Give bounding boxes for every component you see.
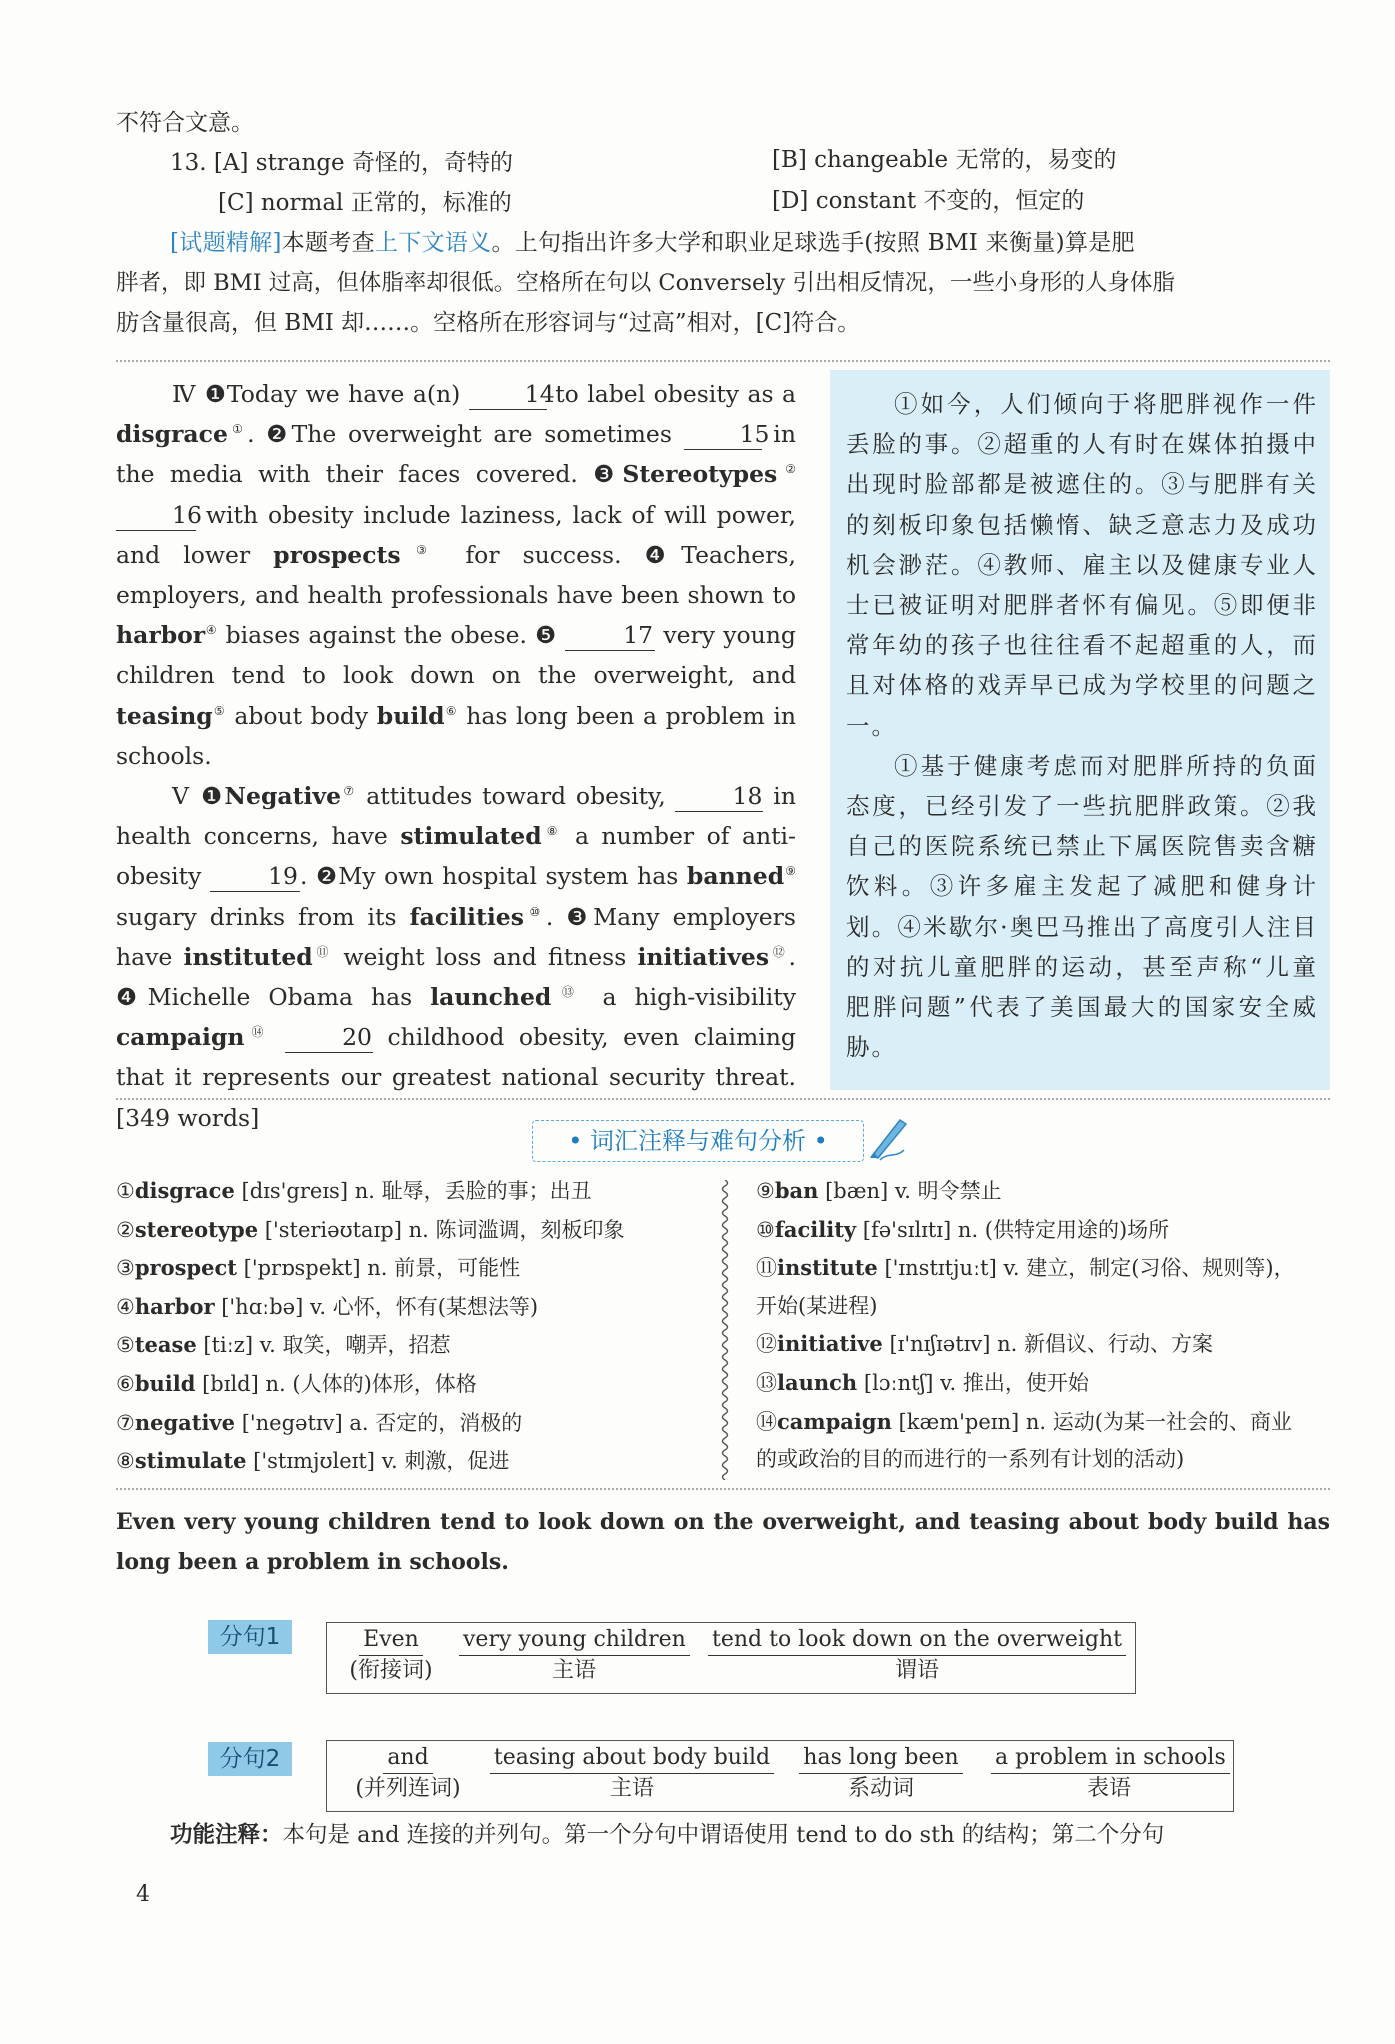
- vocab-entry: [116, 1288, 716, 1327]
- clause-1-cell: [459, 1625, 689, 1686]
- text: to label obesity as a: [555, 380, 796, 408]
- text: Michelle Obama has: [147, 983, 413, 1012]
- vocab-def: n. 耻辱，丢脸的事；出丑: [354, 1179, 592, 1203]
- paragraph-roman: Ⅳ: [172, 380, 197, 408]
- sentence-number: ❸: [593, 460, 623, 489]
- note-marker: ①: [227, 422, 248, 437]
- option-text: constant 不变的，恒定的: [815, 188, 1085, 214]
- vocab-word: campaign: [777, 1408, 892, 1434]
- keyword: campaign: [116, 1023, 245, 1052]
- note-marker: ⑭: [244, 1025, 271, 1040]
- text: a number of anti-obesity: [116, 822, 796, 891]
- sentence-number: ❸: [566, 902, 594, 931]
- vocab-def: n. (供特定用途的)场所: [957, 1217, 1170, 1242]
- cell-role: 谓语: [894, 1658, 939, 1683]
- vocab-word: facility: [774, 1216, 857, 1242]
- difficult-sentence: Even very young children tend to look down on the overweight, and teasing about body build has long been a problem in schools.: [116, 1509, 1330, 1575]
- vocab-def: v. 心怀，怀有(某想法等): [309, 1294, 539, 1319]
- note-marker: ⑨: [784, 864, 796, 879]
- vocab-word: launch: [777, 1369, 858, 1395]
- cell-role: 系动词: [847, 1776, 914, 1801]
- vocab-entry: [756, 1325, 1330, 1364]
- analysis-pre: 本题考查: [281, 230, 375, 256]
- text: with obesity include laziness, lack of will power, and lower: [116, 500, 796, 569]
- vocab-def: n. 新倡议、行动、方案: [997, 1332, 1213, 1357]
- function-note: [170, 1820, 1164, 1850]
- cell-text: tend to look down on the overweight: [708, 1625, 1126, 1656]
- keyword: stimulated: [400, 822, 542, 851]
- cell-role: (并列连词): [355, 1776, 461, 1801]
- blank-15: 15: [684, 419, 762, 450]
- vocab-word: disgrace: [134, 1178, 235, 1203]
- vocab-num: ⑭: [756, 1409, 777, 1434]
- clause-1-cell: [707, 1625, 1127, 1686]
- vocab-entry: [116, 1404, 716, 1443]
- text: Today we have a(n): [226, 380, 461, 408]
- vocab-def-continued: 开始(某进程): [756, 1293, 878, 1318]
- vocab-word: build: [134, 1370, 196, 1396]
- vocab-pron: [bɪld]: [202, 1371, 259, 1396]
- keyword: build: [376, 701, 445, 730]
- vocab-word: prospect: [134, 1255, 237, 1281]
- word-count: [349 words]: [116, 1103, 260, 1132]
- keyword: teasing: [116, 701, 213, 730]
- note-marker: ⑫: [769, 945, 789, 960]
- vocab-num: ⑤: [116, 1333, 135, 1358]
- text: in health concerns, have: [116, 782, 796, 851]
- option-key: [A]: [213, 150, 249, 176]
- vocab-entry: [116, 1442, 716, 1481]
- option-key: [C]: [218, 190, 254, 216]
- note-marker: ⑥: [444, 703, 458, 718]
- cell-text: has long been: [799, 1743, 962, 1774]
- blank-16: 16: [116, 500, 196, 531]
- blank-20: 20: [285, 1022, 373, 1053]
- sentence-number: ❷: [266, 420, 292, 449]
- vocab-pron: ['prɒspekt]: [243, 1256, 361, 1281]
- option-text: changeable 无常的，易变的: [814, 147, 1117, 173]
- question-number: 13.: [170, 150, 207, 176]
- text: childhood obesity, even claiming that it represents our greatest national security threat.: [116, 1023, 796, 1092]
- vocab-entry: [116, 1211, 716, 1250]
- option-key: [D]: [772, 188, 809, 214]
- analysis-rest: 。上句指出许多大学和职业足球选手(按照 BMI 来衡量)算是肥: [491, 230, 1135, 256]
- vocab-word: stimulate: [134, 1448, 247, 1474]
- text: attitudes toward obesity,: [366, 782, 666, 811]
- text: weight loss and fitness: [343, 942, 627, 971]
- vocab-num: ⑨: [756, 1179, 775, 1203]
- vocab-num: ⑦: [116, 1410, 135, 1435]
- text: Teachers, employers, and health professionals have been shown to: [116, 540, 796, 610]
- text: .: [299, 862, 308, 891]
- page-number: 4: [136, 1882, 150, 1907]
- vocab-pron: ['ɪnstɪtjuːt]: [884, 1256, 997, 1281]
- keyword: banned: [686, 862, 785, 891]
- keyword: launched: [430, 983, 552, 1012]
- text: in the media with their faces covered.: [116, 420, 796, 489]
- text: a high-visibility: [602, 983, 796, 1012]
- vocab-pron: [kæm'peɪn]: [898, 1409, 1020, 1434]
- text: Many employers have: [116, 902, 796, 971]
- vocab-pron: [lɔːntʃ]: [863, 1370, 934, 1395]
- vocab-def: v. 建立，制定(习俗、规则等)，: [1003, 1256, 1295, 1281]
- vocab-entry: [756, 1403, 1330, 1442]
- keyword: Negative: [224, 782, 342, 811]
- text: .: [247, 420, 255, 449]
- paragraph-v: [116, 776, 796, 1138]
- vocab-def: v. 取笑，嘲弄，招惹: [259, 1333, 451, 1358]
- cell-role: (衔接词): [349, 1658, 433, 1683]
- vocab-entry: [116, 1172, 716, 1211]
- question-13-option-a: [170, 148, 513, 178]
- vocab-pron: [tiːz]: [203, 1333, 254, 1358]
- vocab-num: ⑪: [756, 1256, 777, 1281]
- cell-text: and: [383, 1743, 432, 1774]
- divider: [116, 1488, 1330, 1490]
- answer-continuation: 不符合文意。: [116, 110, 254, 136]
- sentence-number: ❹: [116, 983, 148, 1012]
- vocab-word: ban: [774, 1178, 819, 1203]
- vocab-pron: [fə'sɪlɪtɪ]: [862, 1217, 952, 1242]
- cell-text: very young children: [459, 1625, 690, 1656]
- blank-14: 14: [469, 379, 547, 410]
- sentence-number: ❺: [535, 621, 557, 650]
- vocab-entry: [116, 1249, 716, 1288]
- english-passage: [116, 374, 796, 1138]
- option-text: strange 奇怪的，奇特的: [255, 150, 513, 176]
- vocab-num: ①: [116, 1179, 135, 1203]
- clause-1-frame: [326, 1622, 1136, 1694]
- text: for success.: [465, 540, 622, 569]
- vocab-word: negative: [134, 1409, 235, 1435]
- vocab-num: ⑩: [756, 1217, 775, 1242]
- note-marker: ⑬: [551, 985, 585, 1000]
- keyword: disgrace: [116, 420, 228, 449]
- vocab-def: n. 运动(为某一社会的、商业: [1025, 1409, 1292, 1434]
- function-note-label: 功能注释：: [170, 1822, 283, 1848]
- vocab-pron: ['stɪmjʊleɪt]: [253, 1449, 375, 1474]
- clause-2-cell: [333, 1743, 483, 1804]
- question-13-option-c: [218, 188, 512, 218]
- vocab-num: ⑫: [756, 1332, 777, 1357]
- vocab-def: n. 前景，可能性: [367, 1256, 521, 1281]
- vocab-num: ⑥: [116, 1371, 135, 1396]
- vocab-list-right: [756, 1172, 1330, 1479]
- clause-1-tag: 分句1: [208, 1620, 292, 1654]
- vocab-word: tease: [134, 1332, 197, 1358]
- translation-paragraph-v: ①基于健康考虑而对肥胖所持的负面态度，已经引发了一些抗肥胖政策。②我自己的医院系统已禁止下属医院售卖含糖饮料。③许多雇主发起了减肥和健身计划。④米歇尔·奥巴马推出了高度引人注目的对抗儿童肥胖的运动，甚至声称“儿童肥胖问题”代表了美国最大的国家安全威胁。: [846, 751, 1318, 1062]
- sentence-number: ❹: [644, 540, 682, 569]
- cell-role: 主语: [609, 1776, 654, 1801]
- analysis-focus: 上下文语义: [374, 230, 492, 256]
- text: very young children tend to look down on the overweight, and: [116, 621, 796, 690]
- analysis-line-2: 胖者，即 BMI 过高，但体脂率却很低。空格所在句以 Conversely 引出相反情况，一些小身形的人身体脂: [116, 270, 1175, 296]
- blank-19: 19: [210, 861, 300, 892]
- clause-2-tag: 分句2: [208, 1742, 292, 1776]
- clause-2-cell: [991, 1743, 1227, 1804]
- keyword: prospects: [273, 540, 401, 569]
- paragraph-roman: Ⅴ: [172, 782, 192, 811]
- vocab-num: ②: [116, 1217, 135, 1242]
- vocab-num: ⑬: [756, 1370, 777, 1395]
- cell-text: a problem in schools: [991, 1743, 1230, 1774]
- vocab-pron: [dɪs'greɪs]: [241, 1179, 349, 1203]
- keyword: facilities: [409, 902, 524, 931]
- vocab-word: institute: [777, 1255, 878, 1281]
- option-key: [B]: [772, 147, 807, 173]
- vocab-def: v. 推出，使开始: [940, 1370, 1089, 1395]
- note-marker: ②: [777, 462, 796, 477]
- vocab-list-left: [116, 1172, 716, 1481]
- cell-text: teasing about body build: [490, 1743, 774, 1774]
- vocab-section-title: • 词汇注释与难句分析 •: [532, 1120, 864, 1162]
- vocab-entry: [756, 1364, 1330, 1403]
- vocab-def: n. (人体的)体形，体格: [265, 1371, 477, 1396]
- clause-2-cell: [487, 1743, 777, 1804]
- vocab-entry: [756, 1211, 1330, 1250]
- text: My own hospital system has: [338, 862, 679, 891]
- vocab-pron: ['steriəʊtaɪp]: [264, 1217, 402, 1242]
- text: about body: [234, 701, 369, 730]
- keyword: Stereotypes: [622, 460, 778, 489]
- paragraph-iv: [116, 374, 796, 776]
- sentence-number: ❷: [316, 862, 339, 891]
- note-marker: ⑦: [341, 784, 357, 799]
- brush-icon: [866, 1112, 912, 1162]
- text: The overweight are sometimes: [291, 420, 672, 449]
- clause-1-cell: [343, 1625, 439, 1686]
- text: sugary drinks from its: [116, 902, 397, 931]
- analysis-line-1: [170, 228, 1135, 258]
- vocab-word: harbor: [134, 1293, 215, 1319]
- keyword: instituted: [183, 942, 313, 971]
- vocab-num: ⑧: [116, 1449, 135, 1474]
- vocab-def: n. 陈词滥调，刻板印象: [408, 1217, 625, 1242]
- sentence-number: ❶: [204, 380, 227, 408]
- keyword: initiatives: [637, 942, 770, 971]
- vocab-pron: ['negətɪv]: [241, 1410, 343, 1435]
- option-text: normal 正常的，标准的: [260, 190, 512, 216]
- translation-paragraph-iv: ①如今，人们倾向于将肥胖视作一件丢脸的事。②超重的人有时在媒体拍摄中出现时脸部都是被遮住的。③与肥胖有关的刻板印象包括懒惰、缺乏意志力及成功机会渺茫。④教师、雇主以及健康专业人士已被证明对肥胖者怀有偏见。⑤即便非常年幼的孩子也往往看不起超重的人，而且对体格的戏弄早已成为学校里的问题之一。: [846, 390, 1318, 740]
- vocab-num: ④: [116, 1294, 135, 1319]
- question-13-option-d: [772, 186, 1084, 216]
- note-marker: ⑪: [312, 945, 333, 960]
- note-marker: ③: [400, 542, 443, 557]
- cell-role: 主语: [551, 1658, 596, 1683]
- note-marker: ④: [205, 623, 218, 638]
- translation-box: [830, 370, 1330, 1090]
- text: .: [545, 902, 554, 931]
- vocab-def: v. 刺激，促进: [381, 1449, 510, 1474]
- divider: [116, 360, 1330, 362]
- analysis-line-3: 肪含量很高，但 BMI 却……。空格所在形容词与“过高”相对，[C]符合。: [116, 310, 861, 336]
- analysis-tag: [试题精解]: [170, 230, 282, 256]
- clause-2-frame: [326, 1740, 1234, 1812]
- vocab-entry: [756, 1172, 1330, 1211]
- text: .: [788, 942, 796, 971]
- column-divider: [718, 1180, 732, 1480]
- note-marker: ⑩: [523, 904, 546, 919]
- text: has long been a problem in schools.: [116, 701, 797, 770]
- text: biases against the obese.: [225, 621, 527, 650]
- vocab-entry: [756, 1249, 1330, 1288]
- sentence-number: ❶: [201, 782, 225, 811]
- vocab-def: v. 明令禁止: [894, 1179, 1002, 1203]
- clause-2-cell: [783, 1743, 979, 1804]
- vocab-def-continued: 的或政治的目的而进行的一系列有计划的活动): [756, 1447, 1185, 1472]
- vocab-pron: ['hɑːbə]: [221, 1294, 304, 1319]
- vocab-def: a. 否定的，消极的: [349, 1410, 523, 1435]
- vocab-word: stereotype: [134, 1216, 259, 1242]
- note-marker: ⑤: [212, 703, 226, 718]
- keyword: harbor: [116, 621, 206, 650]
- blank-17: 17: [565, 620, 655, 651]
- vocab-entry: [116, 1365, 716, 1404]
- divider: [116, 1098, 1330, 1100]
- vocab-num: ③: [116, 1256, 135, 1281]
- vocab-word: initiative: [777, 1331, 883, 1357]
- blank-18: 18: [675, 781, 763, 812]
- note-marker: ⑧: [541, 824, 563, 839]
- vocab-pron: [bæn]: [825, 1179, 889, 1203]
- cell-text: Even: [359, 1625, 423, 1656]
- function-note-text: 本句是 and 连接的并列句。第一个分句中谓语使用 tend to do sth 的结构；第二个分句: [282, 1822, 1165, 1848]
- question-13-option-b: [772, 145, 1116, 175]
- cell-role: 表语: [1086, 1776, 1131, 1801]
- vocab-pron: [ɪ'nɪʃɪətɪv]: [889, 1332, 991, 1357]
- vocab-entry: [116, 1326, 716, 1365]
